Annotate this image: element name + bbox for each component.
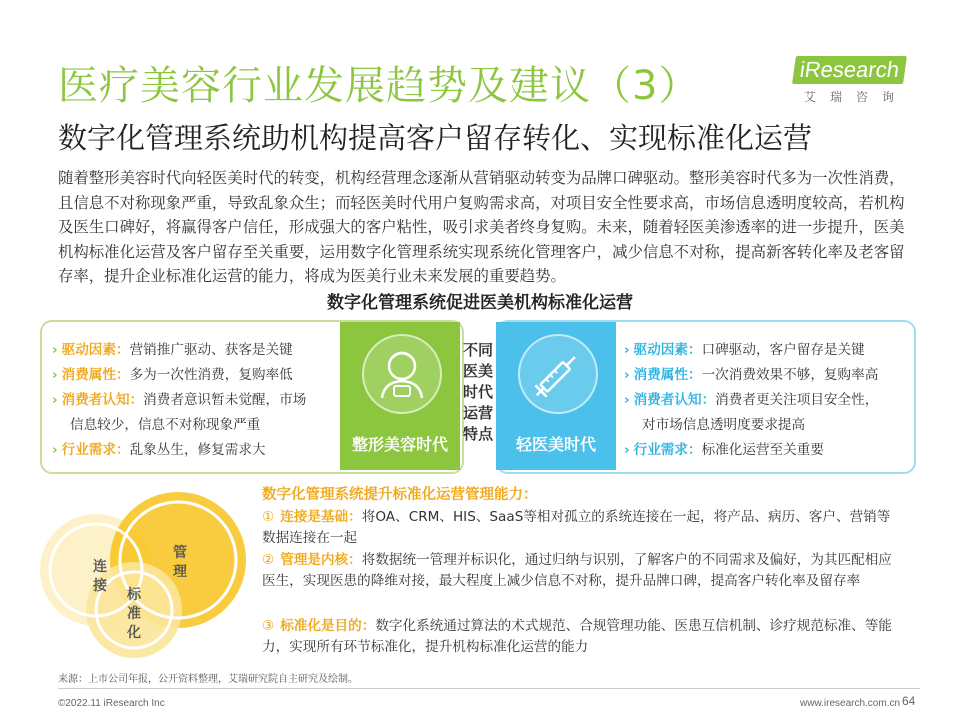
source-note: 来源：上市公司年报，公开资料整理，艾瑞研究院自主研究及绘制。 <box>58 674 358 685</box>
list-item: 对市场信息透明度要求提高 <box>642 417 806 433</box>
list-item: › 驱动因素：口碑驱动，客户留存是关键 <box>624 342 865 358</box>
ability-item: ③ 标准化是目的：数字化系统通过算法的术式规范、合规管理功能、医患互信机制、诊疗规范标准、等能力，实现所有环节标准化，提升机构标准化运营的能力 <box>262 618 892 655</box>
copyright: ©2022.11 iResearch Inc <box>58 698 165 709</box>
chevron-right-icon: › <box>624 367 630 383</box>
doctor-icon <box>362 334 442 414</box>
syringe-icon <box>518 334 598 414</box>
chevron-right-icon: › <box>624 442 630 458</box>
ability-item: ② 管理是内核：将数据统一管理并标识化，通过归纳与识别，了解客户的不同需求及偏好，为其匹配相应医生，实现医患的降维对接，最大程度上减少信息不对称，提升品牌口碑，提高客户转化率及留存率 <box>262 552 892 589</box>
list-item: 信息较少，信息不对称现象严重 <box>70 417 261 433</box>
list-item: › 行业需求：乱象丛生，修复需求大 <box>52 442 266 458</box>
page-title: 医疗美容行业发展趋势及建议（3） <box>58 63 700 109</box>
intro-paragraph: 随着整形美容时代向轻医美时代的转变，机构经营理念逐渐从营销驱动转变为品牌口碑驱动。整形美容时代多为一次性消费，且信息不对称现象严重，导致乱象众生；而轻医美时代用户复购需求高，对项目安全性要求高，市场信息透明度较高，若机构及医生口碑好，将赢得客户信任，形成强大的客户粘性，吸引求美者终身复购。未来，随着轻医美渗透率的进一步提升，医美机构标准化运营及客户留存至关重要，运用数字化管理系统实现系统化管理客户，减少信息不对称，提高新客转化率及老客留存率，提升企业标准化运营的能力，将成为医美行业未来发展的重要趋势。 <box>58 169 905 285</box>
abilities-title: 数字化管理系统提升标准化运营管理能力： <box>262 487 538 503</box>
era-block-cosmetic-surgery <box>340 322 460 470</box>
page-subtitle: 数字化管理系统助机构提高客户留存转化、实现标准化运营 <box>58 121 813 155</box>
era-label: 轻医美时代 <box>515 435 596 454</box>
comparison-label: 不同医美时代运营特点 <box>462 341 493 443</box>
site-url: www.iresearch.com.cn <box>800 698 901 709</box>
list-item: › 消费者认知：消费者更关注项目安全性， <box>624 392 879 408</box>
logo-cn: 艾瑞咨询 <box>804 90 909 104</box>
chevron-right-icon: › <box>624 392 630 408</box>
iresearch-logo <box>786 52 912 110</box>
venn-label-manage: 管理 <box>173 545 187 580</box>
era-label: 整形美容时代 <box>351 435 448 454</box>
list-item: › 消费者认知：消费者意识暂未觉醒，市场 <box>52 392 307 408</box>
left-list <box>52 338 306 463</box>
diagram-title: 数字化管理系统促进医美机构标准化运营 <box>327 293 633 313</box>
logo-brand: iResearch <box>792 56 907 84</box>
list-item: › 消费属性：多为一次性消费，复购率低 <box>52 367 293 383</box>
chevron-right-icon: › <box>52 392 58 408</box>
right-list <box>624 338 878 463</box>
chevron-right-icon: › <box>52 367 58 383</box>
chevron-right-icon: › <box>624 342 630 358</box>
chevron-right-icon: › <box>52 442 58 458</box>
venn-label-standardize: 标准化 <box>127 587 141 641</box>
chevron-right-icon: › <box>52 342 58 358</box>
page-number: 64 <box>902 694 916 708</box>
list-item: › 行业需求：标准化运营至关重要 <box>624 442 824 458</box>
ability-item: ① 连接是基础：将OA、CRM、HIS、SaaS等相对孤立的系统连接在一起，将产品、病历、客户、营销等数据连接在一起 <box>262 509 891 546</box>
list-item: › 消费属性：一次消费效果不够，复购率高 <box>624 367 879 383</box>
footer-divider <box>58 688 920 689</box>
list-item: › 驱动因素：营销推广驱动、获客是关键 <box>52 342 293 358</box>
venn-diagram <box>36 478 256 668</box>
venn-label-connect: 连接 <box>93 559 107 594</box>
era-block-light-aesthetics <box>496 322 616 470</box>
